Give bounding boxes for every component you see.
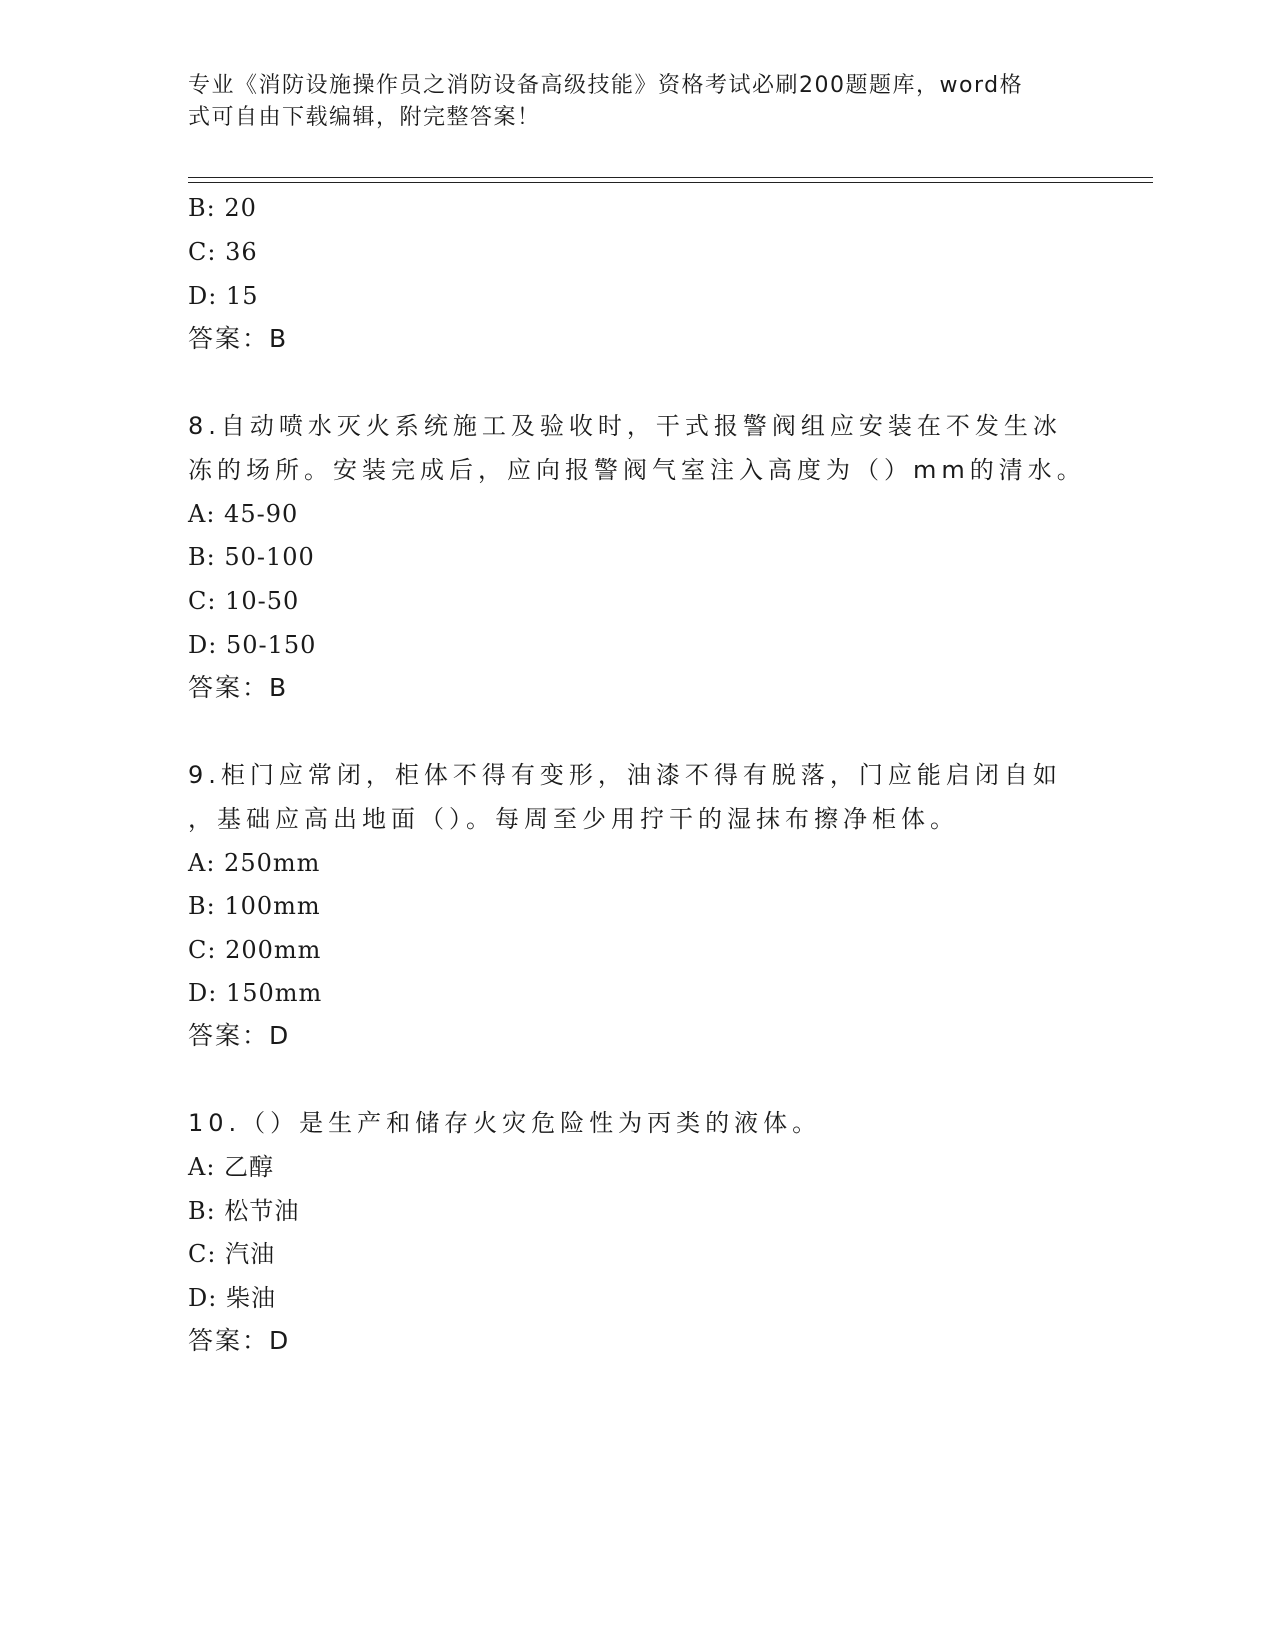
q10-option-d: D: 柴油 xyxy=(188,1284,276,1312)
q7-answer: 答案：B xyxy=(188,324,289,353)
q7-option-b: B: 20 xyxy=(188,194,257,222)
header-rule-top xyxy=(188,177,1153,178)
header-rule-bottom xyxy=(188,182,1153,183)
q10-text-line-1: 10.（）是生产和储存火灾危险性为丙类的液体。 xyxy=(188,1109,822,1137)
q10-option-c: C: 汽油 xyxy=(188,1240,276,1268)
q10-answer: 答案：D xyxy=(188,1326,291,1355)
q8-option-b: B: 50-100 xyxy=(188,543,315,571)
q9-text-line-2: ，基础应高出地面（）。每周至少用拧干的湿抹布擦净柜体。 xyxy=(188,805,959,833)
q8-text-line-1: 8.自动喷水灭火系统施工及验收时，干式报警阀组应安装在不发生冰 xyxy=(188,412,1062,440)
q8-text-line-2: 冻的场所。安装完成后，应向报警阀气室注入高度为（）mm的清水。 xyxy=(188,456,1086,484)
header-line-2: 式可自由下载编辑，附完整答案！ xyxy=(188,105,541,130)
q9-option-b: B: 100mm xyxy=(188,892,321,920)
q8-option-c: C: 10-50 xyxy=(188,587,300,615)
q8-answer: 答案：B xyxy=(188,673,289,702)
document-header xyxy=(188,70,1068,134)
q9-text-line-1: 9.柜门应常闭，柜体不得有变形，油漆不得有脱落，门应能启闭自如 xyxy=(188,761,1062,789)
header-line-1: 专业《消防设施操作员之消防设备高级技能》资格考试必刷200题题库，word格 xyxy=(188,73,1024,98)
q9-option-a: A: 250mm xyxy=(188,849,321,877)
q9-answer: 答案：D xyxy=(188,1021,291,1050)
q7-option-d: D: 15 xyxy=(188,282,259,310)
q7-option-c: C: 36 xyxy=(188,238,258,266)
q9-option-c: C: 200mm xyxy=(188,936,322,964)
q10-option-a: A: 乙醇 xyxy=(188,1153,275,1181)
q8-option-a: A: 45-90 xyxy=(188,500,299,528)
q8-option-d: D: 50-150 xyxy=(188,631,317,659)
q10-option-b: B: 松节油 xyxy=(188,1197,300,1225)
q9-option-d: D: 150mm xyxy=(188,979,323,1007)
